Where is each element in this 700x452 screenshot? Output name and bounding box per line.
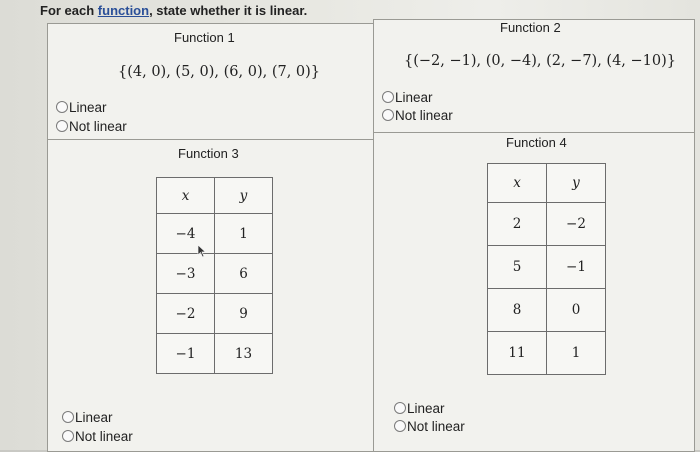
x-cell: −2 [157,294,215,334]
option-label: Linear [395,90,433,105]
option-label: Not linear [69,119,127,134]
function-link[interactable]: function [97,3,150,18]
question-text-start: For each [40,3,98,18]
y-cell: 9 [215,294,273,334]
radio-circle-icon[interactable] [382,91,394,103]
y-header: y [547,164,606,203]
radio-circle-icon[interactable] [62,411,74,423]
table-row [157,294,273,334]
mouse-pointer-icon [197,244,207,258]
function-1-not-linear-option[interactable] [56,119,127,134]
function-2-set: {(−2, −1), (0, −4), (2, −7), (4, −10)} [404,53,677,69]
x-cell: 5 [488,246,547,289]
question-text-end: , state whether it is linear. [149,3,308,18]
function-3-not-linear-option[interactable] [62,429,133,444]
table-row [157,254,273,294]
function-4-linear-option[interactable] [394,401,445,416]
function-1-title: Function 1 [174,30,235,45]
table-row [157,334,273,374]
option-label: Not linear [395,108,453,123]
option-label: Linear [75,410,113,425]
radio-circle-icon[interactable] [394,402,406,414]
table-row [488,246,606,289]
radio-circle-icon[interactable] [394,420,406,432]
function-3-title: Function 3 [178,146,239,161]
function-4-table [487,163,606,375]
y-cell: −1 [547,246,606,289]
function-4-title: Function 4 [506,135,567,150]
question-prompt [40,3,307,18]
radio-circle-icon[interactable] [56,101,68,113]
table-row [157,214,273,254]
x-header: x [488,164,547,203]
function-3-linear-option[interactable] [62,410,113,425]
radio-circle-icon[interactable] [56,120,68,132]
y-cell: 6 [215,254,273,294]
function-2-title: Function 2 [500,20,561,35]
radio-circle-icon[interactable] [382,109,394,121]
function-2-not-linear-option[interactable] [382,108,453,123]
function-3-panel [47,139,375,452]
option-label: Not linear [407,419,465,434]
function-3-table [156,177,273,374]
x-cell: 8 [488,289,547,332]
x-cell: −3 [157,254,215,294]
y-cell: 1 [215,214,273,254]
table-row [488,289,606,332]
y-cell: 1 [547,332,606,375]
x-cell: −1 [157,334,215,374]
function-1-linear-option[interactable] [56,100,107,115]
function-4-panel [373,132,695,452]
function-1-panel [47,23,375,141]
table-header-row [157,178,273,214]
option-label: Not linear [75,429,133,444]
y-cell: 0 [547,289,606,332]
x-cell: 2 [488,203,547,246]
function-1-set: {(4, 0), (5, 0), (6, 0), (7, 0)} [118,64,321,80]
function-2-linear-option[interactable] [382,90,433,105]
function-2-panel [373,19,695,134]
function-4-not-linear-option[interactable] [394,419,465,434]
radio-circle-icon[interactable] [62,430,74,442]
x-cell: −4 [157,214,215,254]
x-cell: 11 [488,332,547,375]
table-row [488,332,606,375]
table-header-row [488,164,606,203]
table-row [488,203,606,246]
y-header: y [215,178,273,214]
option-label: Linear [407,401,445,416]
y-cell: −2 [547,203,606,246]
y-cell: 13 [215,334,273,374]
x-header: x [157,178,215,214]
option-label: Linear [69,100,107,115]
